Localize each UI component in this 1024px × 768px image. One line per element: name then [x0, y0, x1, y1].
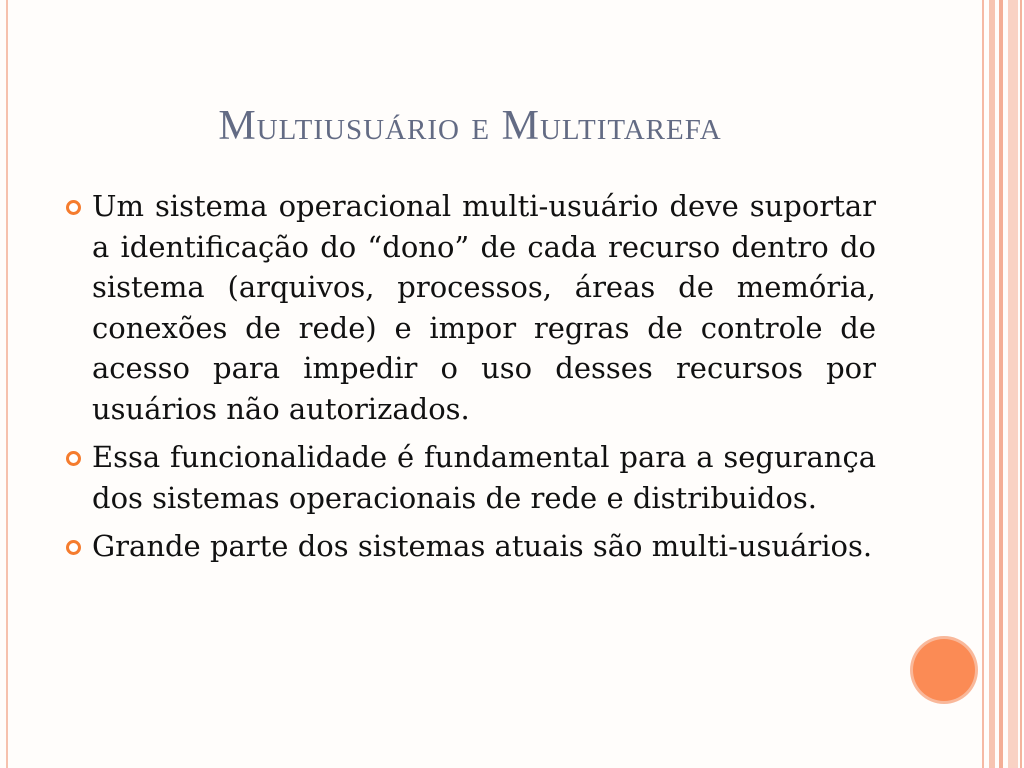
list-item — [66, 437, 876, 518]
right-stripe — [1008, 0, 1018, 768]
bullet-icon — [66, 540, 81, 555]
list-item — [66, 186, 876, 429]
bullet-list — [66, 186, 876, 575]
decorative-circle — [913, 639, 975, 701]
right-stripe — [989, 0, 995, 768]
right-stripe — [999, 0, 1003, 768]
right-stripe — [982, 0, 984, 768]
bullet-icon — [66, 451, 81, 466]
bullet-icon — [66, 200, 81, 215]
bullet-text: Grande parte dos sistemas atuais são multi-usuários. — [92, 529, 873, 563]
bullet-text: Essa funcionalidade é fundamental para a segurança dos sistemas operacionais de rede e distribuidos. — [92, 440, 876, 515]
list-item — [66, 526, 876, 567]
slide-title: Multiusuário e Multitarefa — [218, 103, 722, 149]
bullet-text: Um sistema operacional multi-usuário deve suportar a identificação do “dono” de cada recurso dentro do sistema (arquivos, processos, áreas de memória, conexões de rede) e impor regras de controle de acesso para impedir o uso desses recursos por usuários não autorizados. — [92, 189, 876, 426]
right-stripe — [1020, 0, 1022, 768]
